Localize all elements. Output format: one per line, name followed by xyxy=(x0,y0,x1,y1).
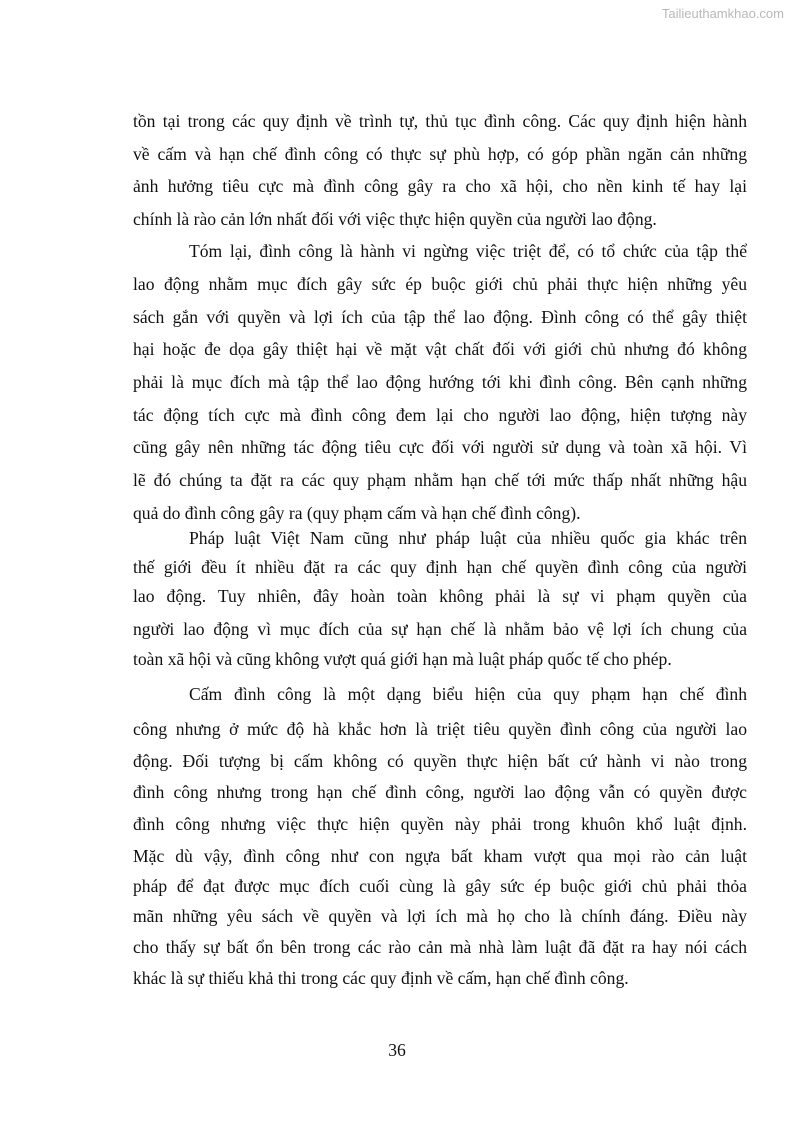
paragraph-3-line: người lao động vì mục đích của sự hạn chế là nhằm bảo vệ lợi ích chung của xyxy=(133,619,747,639)
paragraph-3-line: toàn xã hội và cũng không vượt quá giới hạn mà luật pháp quốc tế cho phép. xyxy=(133,649,672,669)
paragraph-2-line: lao động nhằm mục đích gây sức ép buộc giới chủ phải thực hiện những yêu xyxy=(133,274,747,294)
page-number: 36 xyxy=(388,1040,406,1060)
paragraph-2-line: phải là mục đích mà tập thể lao động hướng tới khi đình công. Bên cạnh những xyxy=(133,372,747,392)
paragraph-2-line: cũng gây nên những tác động tiêu cực đối với người sử dụng và toàn xã hội. Vì xyxy=(133,437,747,457)
paragraph-2-line: lẽ đó chúng ta đặt ra các quy phạm nhằm hạn chế tới mức thấp nhất những hậu xyxy=(133,470,747,490)
paragraph-4-line: đình công nhưng việc thực hiện quyền này phải trong khuôn khổ luật định. xyxy=(133,814,747,834)
paragraph-4-line: cho thấy sự bất ổn bên trong các rào cản mà nhà làm luật đã đặt ra hay nói cách xyxy=(133,937,747,957)
paragraph-3-line: lao động. Tuy nhiên, đây hoàn toàn không phải là sự vi phạm quyền của xyxy=(133,586,747,606)
paragraph-4-line: Mặc dù vậy, đình công như con ngựa bất kham vượt qua mọi rào cản luật xyxy=(133,846,747,866)
paragraph-3-line: thế giới đều ít nhiều đặt ra các quy định hạn chế quyền đình công của người xyxy=(133,557,747,577)
paragraph-2-line: quả do đình công gây ra (quy phạm cấm và hạn chế đình công). xyxy=(133,503,581,523)
paragraph-2-line: hại hoặc đe dọa gây thiệt hại về mặt vật chất đối với giới chủ nhưng đó không xyxy=(133,339,747,359)
paragraph-1-line: tồn tại trong các quy định về trình tự, thủ tục đình công. Các quy định hiện hành xyxy=(133,111,747,131)
paragraph-2-line: sách gắn với quyền và lợi ích của tập thể lao động. Đình công có thể gây thiệt xyxy=(133,307,747,327)
paragraph-1-line: chính là rào cản lớn nhất đối với việc thực hiện quyền của người lao động. xyxy=(133,209,657,229)
paragraph-1-line: ảnh hưởng tiêu cực mà đình công gây ra cho xã hội, cho nền kinh tế hay lại xyxy=(133,176,747,196)
paragraph-3-line: Pháp luật Việt Nam cũng như pháp luật của nhiều quốc gia khác trên xyxy=(189,528,747,548)
paragraph-4-line: công nhưng ở mức độ hà khắc hơn là triệt tiêu quyền đình công của người lao xyxy=(133,719,747,739)
paragraph-4-line: động. Đối tượng bị cấm không có quyền thực hiện bất cứ hành vi nào trong xyxy=(133,751,747,771)
watermark: Tailieuthamkhao.com xyxy=(661,6,784,21)
paragraph-1-line: về cấm và hạn chế đình công có thực sự phù hợp, có góp phần ngăn cản những xyxy=(133,144,747,164)
paragraph-4-line: đình công nhưng trong hạn chế đình công, người lao động vẫn có quyền được xyxy=(133,782,747,802)
paragraph-4-line: Cấm đình công là một dạng biểu hiện của quy phạm hạn chế đình xyxy=(189,684,747,704)
paragraph-4-line: mãn những yêu sách về quyền và lợi ích mà họ cho là chính đáng. Điều này xyxy=(133,906,747,926)
paragraph-2-line: tác động tích cực mà đình công đem lại cho người lao động, hiện tượng này xyxy=(133,405,747,425)
paragraph-2-line: Tóm lại, đình công là hành vi ngừng việc triệt để, có tổ chức của tập thể xyxy=(189,241,747,261)
paragraph-4-line: khác là sự thiếu khả thi trong các quy định về cấm, hạn chế đình công. xyxy=(133,968,629,988)
paragraph-4-line: pháp để đạt được mục đích cuối cùng là gây sức ép buộc giới chủ phải thỏa xyxy=(133,876,747,896)
